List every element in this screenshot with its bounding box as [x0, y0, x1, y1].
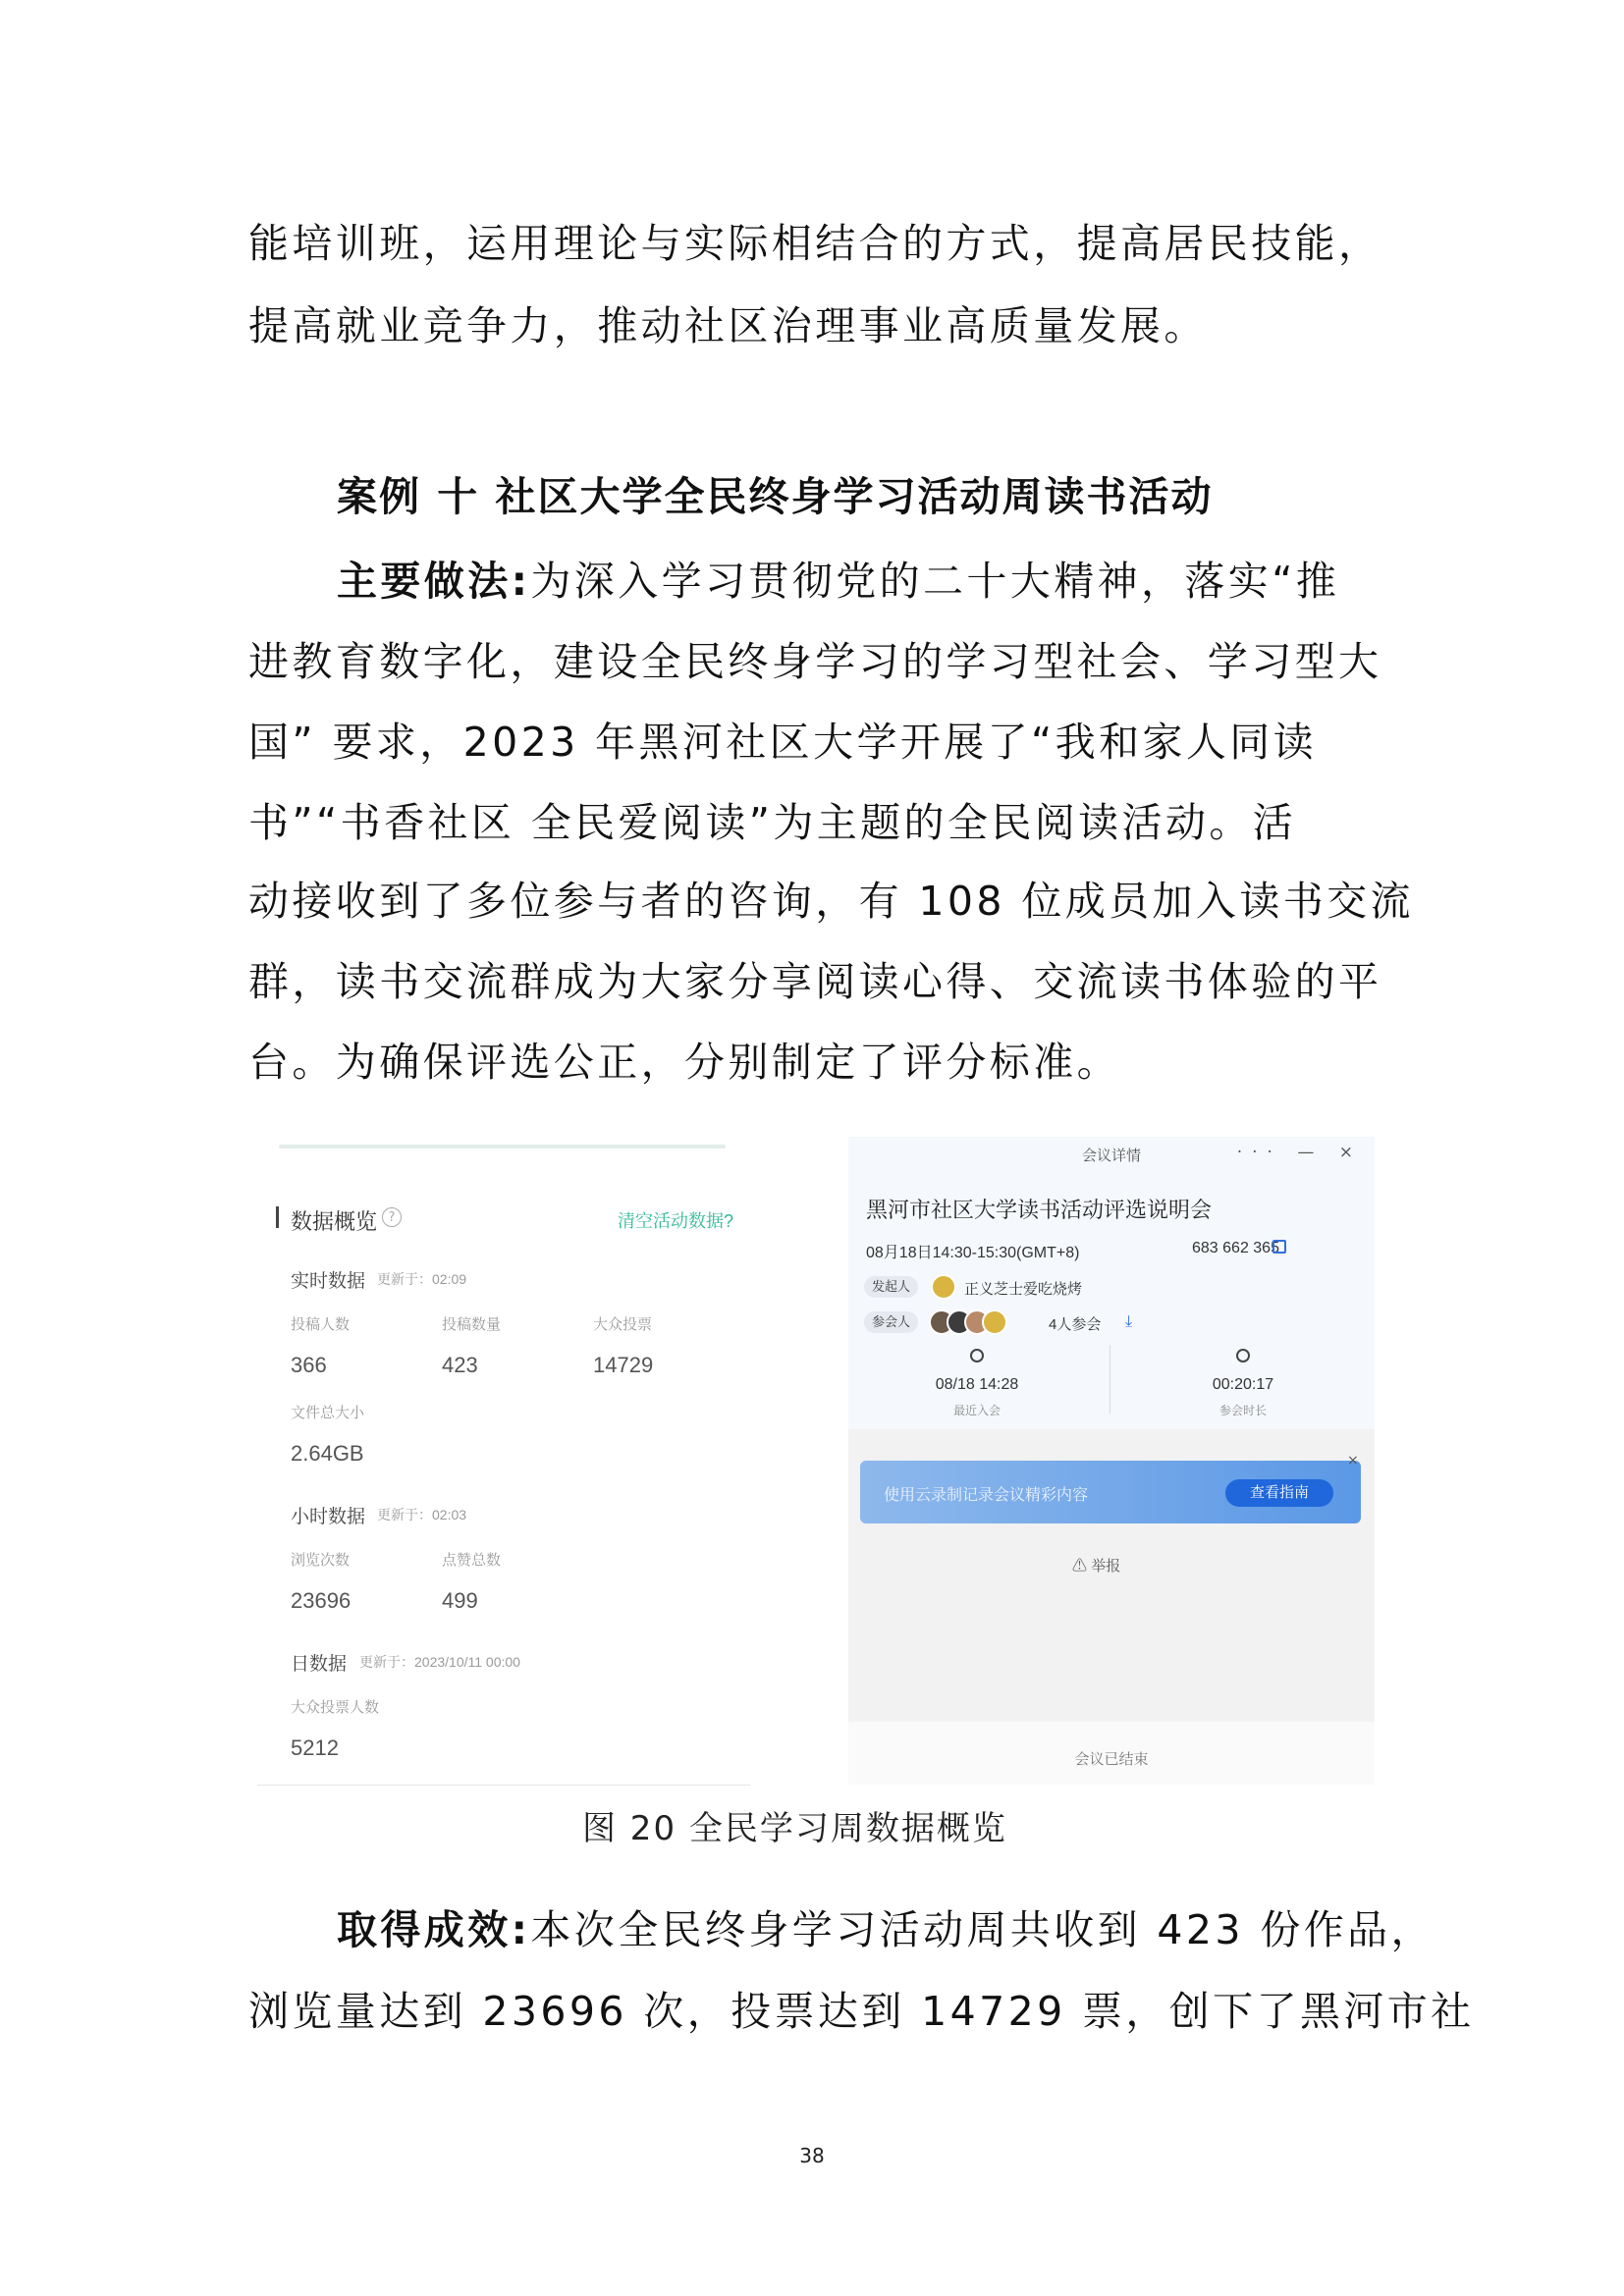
- figure-caption: 图 20 全民学习周数据概览: [582, 1809, 1007, 1848]
- copy-icon[interactable]: [1272, 1240, 1286, 1254]
- col-label: 投稿人数: [291, 1316, 351, 1333]
- col-label: 文件总大小: [291, 1405, 365, 1421]
- method-text: 为深入学习贯彻党的二十大精神，落实“推: [530, 558, 1340, 605]
- report-link[interactable]: [1072, 1555, 1120, 1575]
- clock-icon: [1236, 1349, 1250, 1362]
- window-controls[interactable]: ··· — ×: [1236, 1143, 1363, 1162]
- overview-title: 数据概览: [291, 1209, 378, 1234]
- stat-value: 23696: [291, 1588, 352, 1613]
- meeting-ended: 会议已结束: [1074, 1751, 1149, 1768]
- initiator-avatar: [931, 1274, 956, 1300]
- realtime-updated: 更新于：02:09: [377, 1271, 467, 1287]
- stat-value: 2.64GB: [291, 1441, 364, 1466]
- download-icon[interactable]: ⤓: [1125, 1311, 1133, 1330]
- initiator-tag: 发起人: [864, 1276, 918, 1298]
- method-line: 书”“书香社区 全民爱阅读”为主题的全民阅读活动。活: [248, 799, 1297, 846]
- help-icon[interactable]: ?: [382, 1207, 402, 1227]
- join-label: 最近入会: [952, 1404, 1001, 1417]
- meeting-time: 08月18日14:30-15:30(GMT+8): [866, 1245, 1080, 1261]
- stat-value: 14729: [593, 1353, 654, 1377]
- view-guide-button[interactable]: 查看指南: [1225, 1479, 1333, 1507]
- method-line: 群，读书交流群成为大家分享阅读心得、交流读书体验的平: [248, 958, 1382, 1005]
- stat-value: 423: [442, 1353, 478, 1377]
- method-label: 主要做法:: [337, 558, 531, 605]
- section-marker: [276, 1206, 279, 1228]
- data-overview-screenshot: [257, 1139, 750, 1786]
- body-line: 能培训班，运用理论与实际相结合的方式，提高居民技能，: [248, 220, 1382, 267]
- clear-data-link[interactable]: 清空活动数据?: [618, 1211, 734, 1231]
- method-line: [337, 558, 1340, 605]
- col-label: 浏览次数: [291, 1552, 351, 1569]
- join-time: 08/18 14:28: [935, 1376, 1019, 1393]
- initiator-name: 正义芝士爱吃烧烤: [964, 1281, 1083, 1298]
- avatar: [982, 1309, 1007, 1335]
- body-line: 提高就业竞争力，推动社区治理事业高质量发展。: [248, 302, 1208, 349]
- divider: [279, 1145, 726, 1148]
- realtime-label: 实时数据: [291, 1271, 366, 1292]
- method-line: 国” 要求，2023 年黑河社区大学开展了“我和家人同读: [248, 719, 1318, 766]
- result-line: 浏览量达到 23696 次，投票达到 14729 票，创下了黑河市社: [248, 1988, 1475, 2035]
- col-label: 大众投票: [593, 1316, 653, 1333]
- method-line: 动接收到了多位参与者的咨询，有 108 位成员加入读书交流: [248, 878, 1414, 925]
- result-label: 取得成效:: [337, 1906, 531, 1953]
- stat-value: 366: [291, 1353, 327, 1377]
- history-icon: [970, 1349, 984, 1362]
- meeting-screenshot: [848, 1137, 1375, 1785]
- stat-value: 499: [442, 1588, 478, 1613]
- col-label: 点赞总数: [442, 1552, 502, 1569]
- page-number: 38: [799, 2144, 825, 2167]
- warning-icon: ⚠: [1072, 1558, 1088, 1575]
- method-line: 进教育数字化，建设全民终身学习的学习型社会、学习型大: [248, 638, 1382, 685]
- col-label: 投稿数量: [442, 1316, 502, 1333]
- participants-tag: 参会人: [864, 1311, 918, 1333]
- meeting-title: 黑河市社区大学读书活动评选说明会: [866, 1198, 1213, 1222]
- hourly-label: 小时数据: [291, 1507, 366, 1527]
- hourly-updated: 更新于：02:03: [377, 1507, 467, 1522]
- daily-label: 日数据: [291, 1654, 348, 1675]
- duration: 00:20:17: [1212, 1376, 1274, 1393]
- close-icon[interactable]: ×: [1347, 1453, 1359, 1468]
- case-heading: 案例 十 社区大学全民终身学习活动周读书活动: [337, 473, 1214, 520]
- report-label: 举报: [1091, 1558, 1121, 1575]
- meeting-id: 683 662 365: [1192, 1240, 1279, 1256]
- result-line: [337, 1906, 1435, 1953]
- participants-count: 4人参会: [1049, 1316, 1102, 1333]
- daily-updated: 更新于：2023/10/11 00:00: [359, 1654, 520, 1670]
- col-label: 大众投票人数: [291, 1699, 380, 1716]
- stat-value: 5212: [291, 1735, 339, 1760]
- result-text: 本次全民终身学习活动周共收到 423 份作品，: [530, 1906, 1435, 1953]
- window-title: 会议详情: [1081, 1148, 1141, 1164]
- banner-text: 使用云录制记录会议精彩内容: [884, 1487, 1089, 1504]
- duration-label: 参会时长: [1218, 1404, 1267, 1417]
- method-line: 台。为确保评选公正，分别制定了评分标准。: [248, 1039, 1120, 1086]
